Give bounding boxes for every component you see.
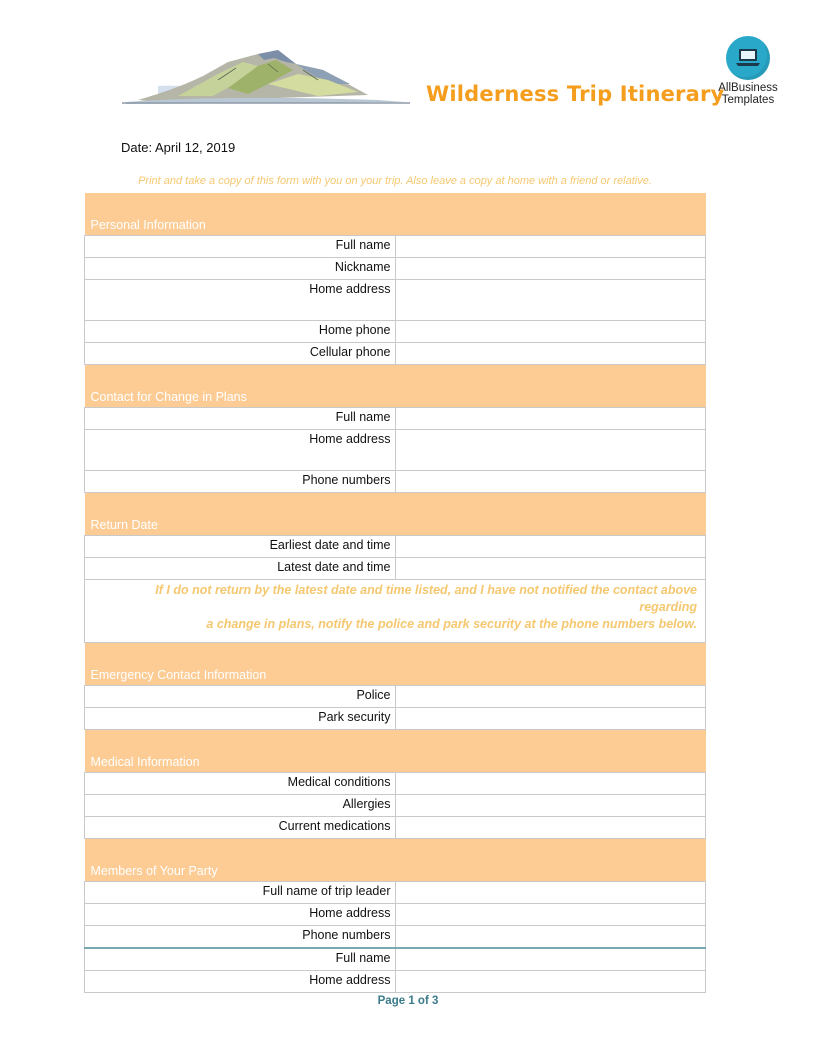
section-header-contact-change: [85, 365, 706, 408]
brand-name: AllBusiness: [718, 82, 778, 94]
trip-leader-name-input[interactable]: [395, 882, 706, 904]
section-title: Personal Information: [85, 193, 706, 236]
field-label: Full name of trip leader: [85, 882, 396, 904]
field-label: Home phone: [85, 321, 396, 343]
police-input[interactable]: [395, 686, 706, 708]
form-row: [85, 708, 706, 730]
earliest-date-input[interactable]: [395, 536, 706, 558]
field-label: Home address: [85, 971, 396, 993]
nickname-input[interactable]: [395, 258, 706, 280]
field-label: Latest date and time: [85, 558, 396, 580]
section-title: Return Date: [85, 493, 706, 536]
field-label: Allergies: [85, 795, 396, 817]
form-row: [85, 343, 706, 365]
field-label: Home address: [85, 904, 396, 926]
park-security-input[interactable]: [395, 708, 706, 730]
field-label: Park security: [85, 708, 396, 730]
brand-subtitle: Templates: [721, 94, 775, 106]
form-row: [85, 471, 706, 493]
cellular-phone-input[interactable]: [395, 343, 706, 365]
field-label: Phone numbers: [85, 926, 396, 949]
form-row: [85, 258, 706, 280]
contact-home-address-input[interactable]: [395, 430, 706, 471]
form-row: [85, 430, 706, 471]
field-label: Full name: [85, 236, 396, 258]
allergies-input[interactable]: [395, 795, 706, 817]
section-title: Medical Information: [85, 730, 706, 773]
form-row: [85, 280, 706, 321]
field-label: Full name: [85, 408, 396, 430]
form-row: [85, 904, 706, 926]
brand-logo: [712, 36, 784, 106]
section-header-medical: [85, 730, 706, 773]
field-label: Medical conditions: [85, 773, 396, 795]
field-label: Phone numbers: [85, 471, 396, 493]
member-home-address-input[interactable]: [395, 971, 706, 993]
field-label: Nickname: [85, 258, 396, 280]
form-row: [85, 321, 706, 343]
section-title: Members of Your Party: [85, 839, 706, 882]
home-address-input[interactable]: [395, 280, 706, 321]
return-notice-line: If I do not return by the latest date and time listed, and I have not notified the contact above: [155, 583, 697, 597]
section-header-return-date: [85, 493, 706, 536]
field-label: Police: [85, 686, 396, 708]
form-row: [85, 795, 706, 817]
section-title: Contact for Change in Plans: [85, 365, 706, 408]
return-notice-line: regarding: [639, 600, 697, 614]
page-number: Page 1 of 3: [377, 995, 439, 1007]
form-row: [85, 971, 706, 993]
form-row: [85, 882, 706, 904]
return-notice-line: a change in plans, notify the police and park security at the phone numbers below.: [206, 617, 697, 631]
instruction-note: Print and take a copy of this form with you on your trip. Also leave a copy at home with a friend or relative.: [138, 175, 652, 187]
form-row: [85, 926, 706, 949]
return-notice: [85, 580, 706, 643]
contact-phone-numbers-input[interactable]: [395, 471, 706, 493]
medical-conditions-input[interactable]: [395, 773, 706, 795]
itinerary-form: [84, 193, 706, 993]
field-label: Home address: [85, 430, 396, 471]
leader-phone-numbers-input[interactable]: [395, 926, 706, 949]
member-full-name-input[interactable]: [395, 948, 706, 971]
page-title: Wilderness Trip Itinerary: [426, 82, 725, 106]
form-row: [85, 236, 706, 258]
section-header-personal: [85, 193, 706, 236]
section-header-emergency: [85, 643, 706, 686]
form-row: [85, 536, 706, 558]
current-medications-input[interactable]: [395, 817, 706, 839]
section-header-party: [85, 839, 706, 882]
date-line: Date: April 12, 2019: [121, 140, 236, 155]
contact-full-name-input[interactable]: [395, 408, 706, 430]
mountain-logo-image: [118, 40, 418, 112]
section-title: Emergency Contact Information: [85, 643, 706, 686]
form-row: [85, 948, 706, 971]
field-label: Cellular phone: [85, 343, 396, 365]
field-label: Current medications: [85, 817, 396, 839]
home-phone-input[interactable]: [395, 321, 706, 343]
form-row: [85, 773, 706, 795]
laptop-icon: [726, 36, 770, 80]
field-label: Full name: [85, 948, 396, 971]
full-name-input[interactable]: [395, 236, 706, 258]
field-label: Earliest date and time: [85, 536, 396, 558]
latest-date-input[interactable]: [395, 558, 706, 580]
leader-home-address-input[interactable]: [395, 904, 706, 926]
form-row: [85, 686, 706, 708]
form-row: [85, 817, 706, 839]
field-label: Home address: [85, 280, 396, 321]
form-row: [85, 408, 706, 430]
return-notice-row: [85, 580, 706, 643]
form-row: [85, 558, 706, 580]
